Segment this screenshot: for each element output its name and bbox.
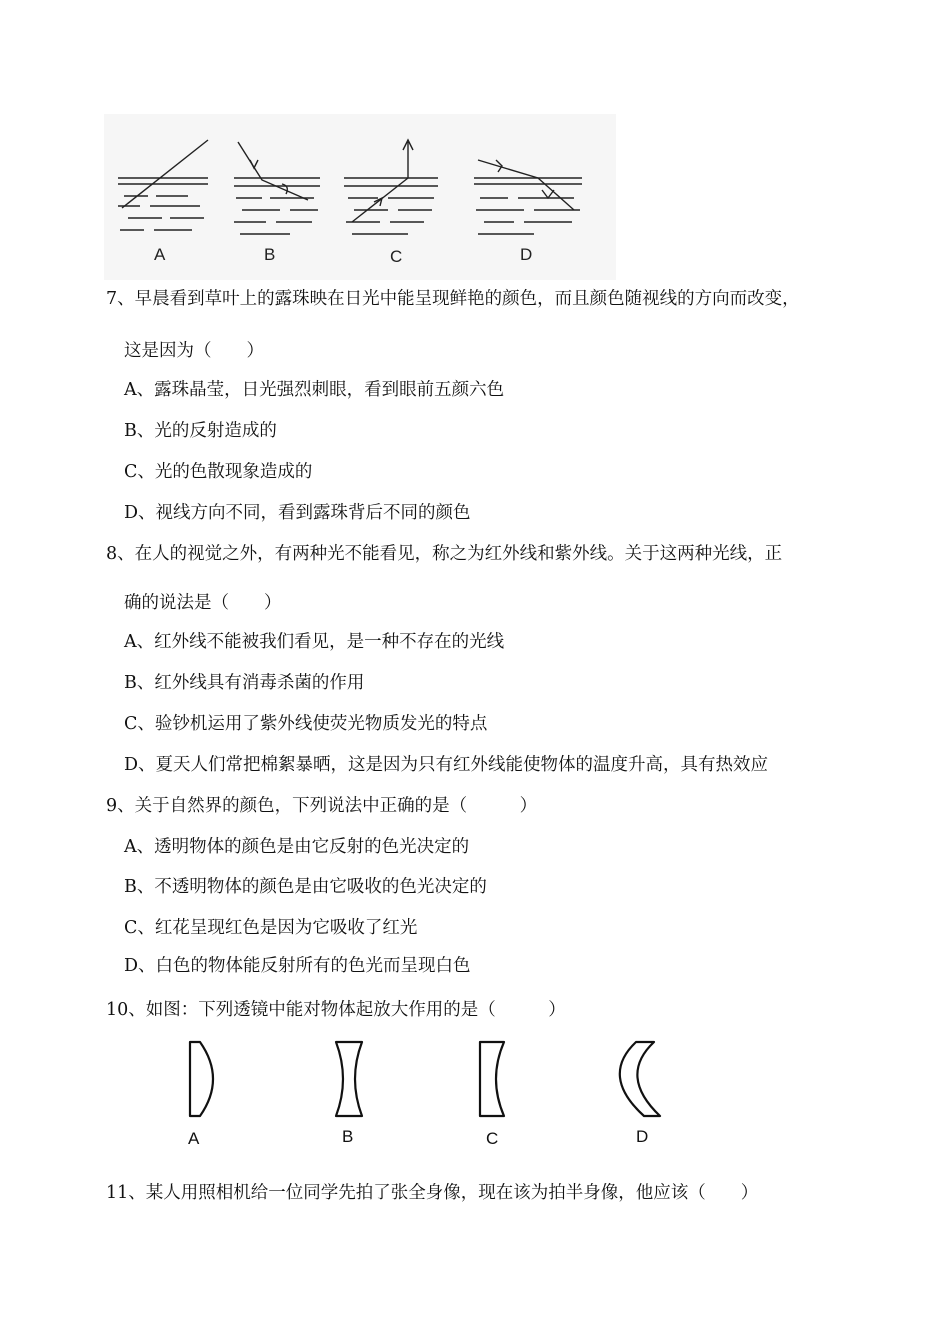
- q8-option-b: B、红外线具有消毒杀菌的作用: [124, 673, 365, 693]
- q8-option-a: A、红外线不能被我们看见，是一种不存在的光线: [124, 632, 505, 652]
- q7-option-a: A、露珠晶莹，日光强烈刺眼，看到眼前五颜六色: [124, 380, 505, 400]
- q8-stem-line1: 8、在人的视觉之外，有两种光不能看见，称之为红外线和紫外线。关于这两种光线，正: [106, 544, 783, 564]
- q11-stem: 11、某人用照相机给一位同学先拍了张全身像，现在该为拍半身像，他应该（ ）: [106, 1183, 759, 1203]
- lens-label-b: B: [342, 1127, 354, 1146]
- q9-option-c: C、红花呈现红色是因为它吸收了红光: [124, 918, 418, 938]
- diagram-label-b: B: [264, 245, 276, 264]
- lens-label-a: A: [188, 1129, 200, 1148]
- q8-option-d: D、夏天人们常把棉絮暴晒，这是因为只有红外线能使物体的温度升高，具有热效应: [124, 755, 769, 775]
- diagram-label-d: D: [520, 245, 533, 264]
- lens-diagram: [170, 1034, 690, 1154]
- lens-a: [190, 1042, 213, 1116]
- q7-stem-line1: 7、早晨看到草叶上的露珠映在日光中能呈现鲜艳的颜色，而且颜色随视线的方向而改变，: [106, 289, 800, 309]
- q10-stem: 10、如图：下列透镜中能对物体起放大作用的是（ ）: [106, 1000, 566, 1020]
- q7-stem-line2: 这是因为（ ）: [124, 341, 264, 361]
- lens-label-d: D: [636, 1127, 649, 1146]
- lens-c: [480, 1042, 504, 1116]
- lens-b: [336, 1042, 362, 1116]
- diagram-label-a: A: [154, 245, 166, 264]
- q7-option-b: B、光的反射造成的: [124, 421, 277, 441]
- q7-option-d: D、视线方向不同，看到露珠背后不同的颜色: [124, 503, 471, 523]
- q8-stem-line2: 确的说法是（ ）: [124, 593, 282, 613]
- diagram-label-c: C: [390, 247, 403, 266]
- q8-option-c: C、验钞机运用了紫外线使荧光物质发光的特点: [124, 714, 488, 734]
- refraction-diagram: [104, 114, 616, 280]
- q7-option-c: C、光的色散现象造成的: [124, 462, 313, 482]
- lens-d: [620, 1042, 660, 1116]
- q9-option-b: B、不透明物体的颜色是由它吸收的色光决定的: [124, 877, 487, 897]
- q9-option-d: D、白色的物体能反射所有的色光而呈现白色: [124, 956, 471, 976]
- q9-stem: 9、关于自然界的颜色，下列说法中正确的是（ ）: [106, 796, 538, 816]
- q9-option-a: A、透明物体的颜色是由它反射的色光决定的: [124, 837, 470, 857]
- lens-label-c: C: [486, 1129, 499, 1148]
